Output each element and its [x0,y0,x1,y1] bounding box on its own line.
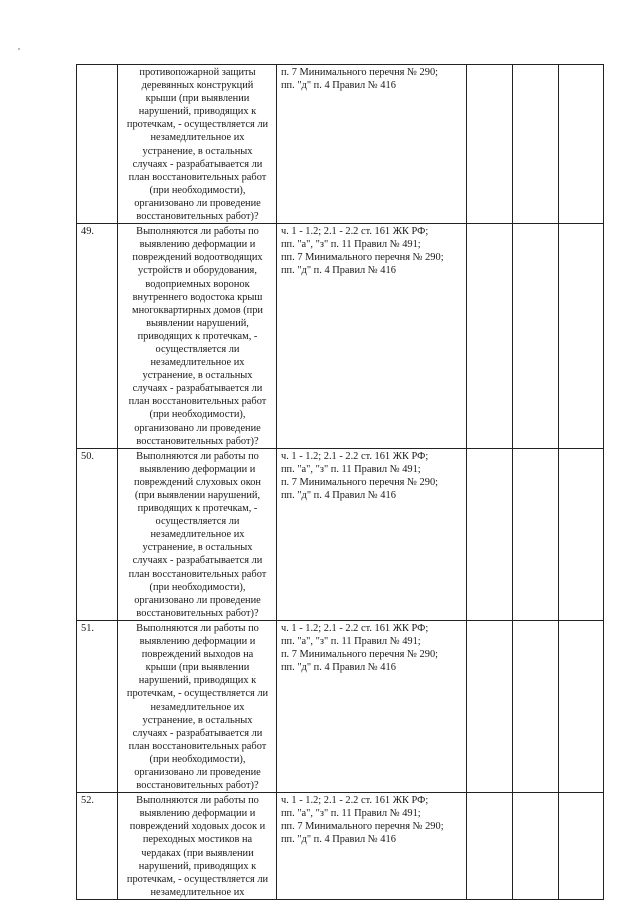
question-line: противопожарной защиты [139,67,256,78]
question-line: осуществляется ли [155,516,240,528]
question-line: Выполняются ли работы по [136,226,259,238]
question-line: чердаках (при выявлении [141,847,254,859]
question-line: незамедлительное их [150,357,245,369]
table-row [77,448,604,620]
legal-reference [277,448,467,620]
question-line: приводящих к протечкам, - [137,330,258,342]
question-line: восстановительных работ)? [136,211,259,223]
question-line: крыши (при выявлении [145,662,250,674]
reference-line: пп. 7 Минимального перечня № 290; [281,252,444,264]
reference-line: п. 7 Минимального перечня № 290; [281,67,439,78]
answer-na-cell [559,448,604,620]
answer-no-cell [513,65,559,224]
question-line: выявлении нарушений, [146,317,249,329]
question-line: организовано ли проведение [134,422,261,434]
requirement-question [118,620,277,792]
answer-yes-cell [467,448,513,620]
reference-line: пп. "а", "з" п. 11 Правил № 491; [281,463,421,475]
question-line: устранение, в остальных [142,542,253,554]
question-line: случаях - разрабатывается ли [132,555,263,567]
question-line: повреждений выходов на [141,649,254,661]
question-line: устранение, в остальных [142,370,253,382]
question-line: Выполняются ли работы по [136,622,259,634]
question-line: организовано ли проведение [134,766,261,778]
question-line: план восстановительных работ [128,568,267,580]
reference-line: ч. 1 - 1.2; 2.1 - 2.2 ст. 161 ЖК РФ; [281,795,429,807]
question-line: восстановительных работ)? [136,607,259,619]
row-number: 51. [77,620,118,792]
question-line: протечкам, - осуществляется ли [126,873,269,885]
requirement-question [118,65,277,224]
question-line: повреждений водоотводящих [132,252,263,264]
answer-no-cell [513,620,559,792]
legal-reference [277,224,467,449]
question-line: (при необходимости), [149,184,246,196]
row-number: 49. [77,224,118,449]
question-line: устройств и оборудования, [138,265,257,277]
checklist-table [76,64,604,900]
question-line: восстановительных работ)? [136,435,259,447]
question-line: организовано ли проведение [134,594,261,606]
question-line: деревянных конструкций [141,80,254,92]
question-line: (при необходимости), [149,409,246,421]
table-row [77,793,604,900]
question-line: протечкам, - осуществляется ли [126,119,269,131]
reference-line: ч. 1 - 1.2; 2.1 - 2.2 ст. 161 ЖК РФ; [281,622,429,634]
question-line: выявлению деформации и [139,636,256,648]
question-line: выявлению деформации и [139,239,256,251]
reference-line: пп. 7 Минимального перечня № 290; [281,821,444,833]
table-row [77,620,604,792]
question-line: крыши (при выявлении [145,93,250,105]
answer-na-cell [559,620,604,792]
reference-line: пп. "а", "з" п. 11 Правил № 491; [281,808,421,820]
question-line: незамедлительное их [150,529,245,541]
answer-no-cell [513,448,559,620]
question-line: протечкам, - осуществляется ли [126,688,269,700]
reference-line: пп. "д" п. 4 Правил № 416 [281,490,396,501]
question-line: приводящих к протечкам, - [137,503,258,515]
reference-line: пп. "д" п. 4 Правил № 416 [281,834,396,846]
question-line: незамедлительное их [150,132,245,144]
question-line: осуществляется ли [155,343,240,355]
requirement-question [118,793,277,900]
question-line: нарушений, приводящих к [138,675,257,687]
reference-line: ч. 1 - 1.2; 2.1 - 2.2 ст. 161 ЖК РФ; [281,226,429,238]
question-line: внутреннего водостока крыш [132,291,263,303]
question-line: незамедлительное их [150,701,245,713]
checklist-body [77,65,604,900]
question-line: нарушений, приводящих к [138,106,257,118]
question-line: Выполняются ли работы по [136,795,259,807]
row-number [77,65,118,224]
question-line: переходных мостиков на [142,834,253,846]
reference-line: пп. "д" п. 4 Правил № 416 [281,662,396,674]
table-row [77,224,604,449]
reference-line: п. 7 Минимального перечня № 290; [281,476,439,488]
reference-line: ч. 1 - 1.2; 2.1 - 2.2 ст. 161 ЖК РФ; [281,450,429,462]
answer-no-cell [513,224,559,449]
question-line: случаях - разрабатывается ли [132,158,263,170]
question-line: план восстановительных работ [128,171,267,183]
scan-speck [18,48,20,50]
row-number: 52. [77,793,118,900]
reference-line: пп. "а", "з" п. 11 Правил № 491; [281,636,421,648]
requirement-question [118,448,277,620]
question-line: план восстановительных работ [128,740,267,752]
question-line: устранение, в остальных [142,714,253,726]
question-line: повреждений ходовых досок и [129,821,266,833]
answer-no-cell [513,793,559,900]
legal-reference [277,65,467,224]
question-line: незамедлительное их [150,886,245,898]
question-line: Выполняются ли работы по [136,450,259,462]
reference-line: пп. "д" п. 4 Правил № 416 [281,80,396,92]
question-line: устранение, в остальных [142,145,253,157]
question-line: многоквартирных домов (при [132,304,263,316]
reference-line: пп. "а", "з" п. 11 Правил № 491; [281,239,421,251]
answer-yes-cell [467,793,513,900]
row-number: 50. [77,448,118,620]
question-line: восстановительных работ)? [136,780,259,792]
question-line: повреждений слуховых окон [134,476,261,488]
answer-yes-cell [467,620,513,792]
question-line: водоприемных воронок [145,278,250,290]
question-line: выявлению деформации и [139,808,256,820]
reference-line: пп. "д" п. 4 Правил № 416 [281,265,396,277]
question-line: (при необходимости), [149,581,246,593]
question-line: случаях - разрабатывается ли [132,383,263,395]
answer-na-cell [559,65,604,224]
reference-line: п. 7 Минимального перечня № 290; [281,649,439,661]
question-line: (при необходимости), [149,753,246,765]
question-line: выявлению деформации и [139,463,256,475]
table-row [77,65,604,224]
question-line: случаях - разрабатывается ли [132,727,263,739]
answer-yes-cell [467,224,513,449]
question-line: организовано ли проведение [134,197,261,209]
question-line: план восстановительных работ [128,396,267,408]
requirement-question [118,224,277,449]
legal-reference [277,620,467,792]
question-line: (при выявлении нарушений, [134,490,261,501]
answer-na-cell [559,793,604,900]
question-line: нарушений, приводящих к [138,860,257,872]
answer-na-cell [559,224,604,449]
legal-reference [277,793,467,900]
answer-yes-cell [467,65,513,224]
